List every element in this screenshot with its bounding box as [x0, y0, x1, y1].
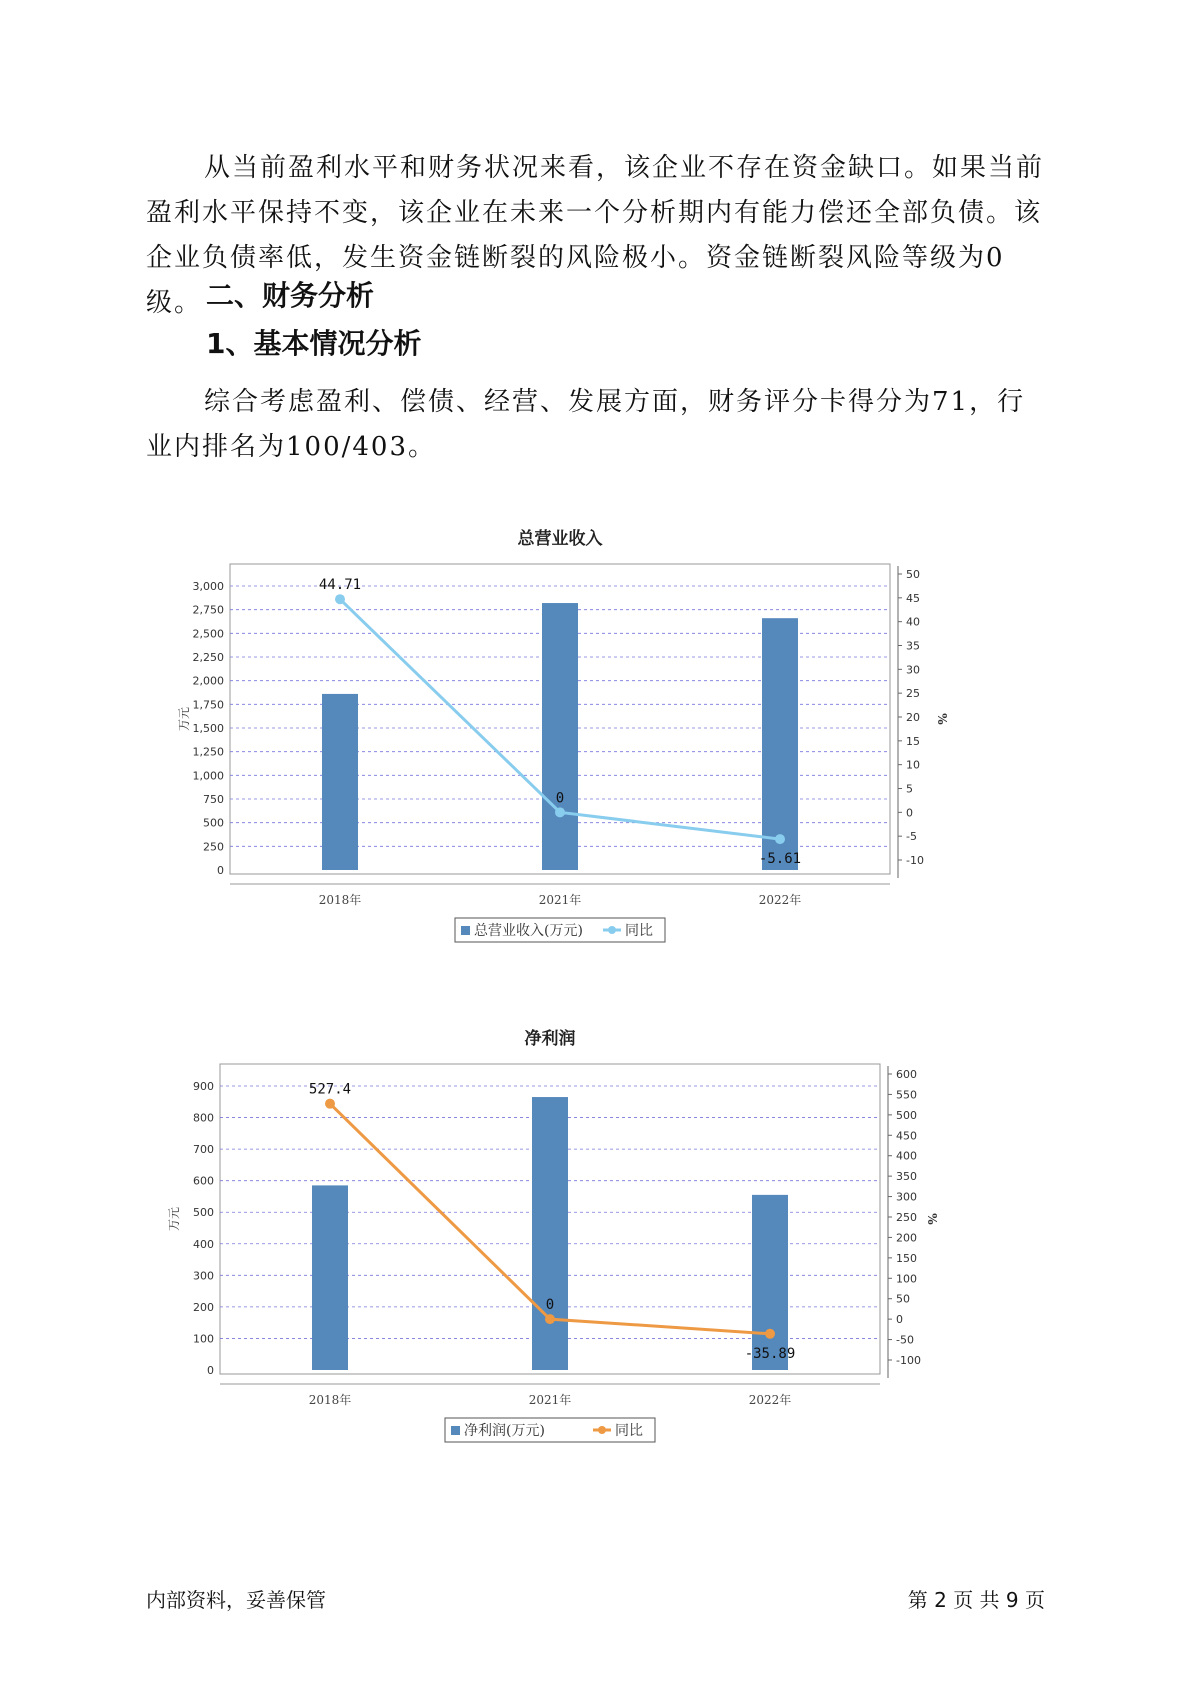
y2-tick-label: 10: [906, 758, 920, 772]
chart-net-profit-svg: [167, 1022, 1030, 1482]
y2-tick-label: -5: [906, 830, 917, 844]
y2-tick-label: 50: [896, 1292, 910, 1306]
paragraph-risk-summary: 从当前盈利水平和财务状况来看，该企业不存在资金缺口。如果当前盈利水平保持不变，该企业在未来一个分析期内有能力偿还全部负债。该企业负债率低，发生资金链断裂的风险极小。资金链断裂风险等级为0级。: [146, 153, 1045, 318]
y2-tick-label: 600: [896, 1068, 917, 1081]
y-tick-label: 800: [193, 1111, 214, 1125]
y-tick-label: 750: [203, 793, 224, 806]
x-tick-label: 2021年: [528, 1393, 572, 1407]
y2-tick-label: 150: [896, 1251, 917, 1265]
y2-tick-label: -100: [896, 1354, 921, 1367]
y2-tick-label: 35: [906, 639, 920, 653]
y-tick-label: 400: [193, 1237, 214, 1251]
bar: [542, 603, 578, 870]
x-tick-label: 2022年: [758, 893, 802, 907]
y-axis-label: 万元: [167, 1206, 181, 1232]
y2-tick-label: 250: [896, 1211, 917, 1224]
y-tick-label: 0: [207, 1364, 214, 1377]
y2-axis-label: %: [925, 1213, 939, 1225]
footer-page-number: 第 2 页 共 9 页: [907, 1588, 1045, 1612]
heading-basic-analysis: 1、基本情况分析: [206, 327, 422, 360]
y2-tick-label: 30: [906, 663, 920, 677]
legend-swatch-point: [598, 1426, 606, 1434]
y-tick-label: 200: [193, 1300, 214, 1314]
y-tick-label: 500: [203, 816, 224, 830]
y2-axis-label: %: [935, 713, 949, 725]
legend-label-line: 同比: [625, 923, 653, 939]
y-tick-label: 2,250: [192, 651, 224, 664]
y-tick-label: 500: [193, 1206, 214, 1220]
chart-net-profit: [167, 1022, 1030, 1482]
data-label: 0: [545, 1297, 555, 1314]
heading-financial-analysis: 二、财务分析: [206, 279, 375, 312]
bar: [322, 694, 358, 870]
y2-tick-label: -10: [906, 854, 924, 867]
y2-tick-label: 0: [906, 806, 913, 820]
y-tick-label: 1,250: [192, 745, 224, 759]
y2-tick-label: 350: [896, 1170, 917, 1184]
y-tick-label: 600: [193, 1174, 214, 1188]
y-tick-label: 1,000: [192, 769, 224, 783]
bar: [312, 1185, 348, 1370]
y-axis-label: 万元: [177, 706, 191, 732]
y2-tick-label: -50: [896, 1333, 914, 1347]
y2-tick-label: 300: [896, 1190, 917, 1204]
paragraph-score-summary: 综合考虑盈利、偿债、经营、发展方面，财务评分卡得分为71，行业内排名为100/403。: [146, 387, 1026, 462]
y-tick-label: 1,750: [192, 698, 224, 712]
data-label: -35.89: [744, 1345, 796, 1362]
y2-tick-label: 100: [896, 1272, 917, 1286]
y-tick-label: 0: [217, 864, 224, 877]
data-label: -5.61: [758, 851, 802, 868]
legend-label-bar: 总营业收入(万元): [474, 923, 583, 939]
y-tick-label: 900: [193, 1080, 214, 1093]
y-tick-label: 2,750: [192, 603, 224, 617]
bar: [762, 618, 798, 870]
y-tick-label: 2,000: [192, 674, 224, 688]
y2-tick-label: 25: [906, 687, 920, 701]
y2-tick-label: 5: [906, 782, 913, 796]
chart-title: 总营业收入: [517, 529, 603, 549]
y-tick-label: 250: [203, 840, 224, 854]
y-tick-label: 700: [193, 1143, 214, 1157]
chart-total-revenue-svg: [170, 522, 1030, 982]
x-tick-label: 2018年: [308, 1393, 352, 1407]
line-point: [325, 1099, 335, 1109]
line-point: [765, 1329, 775, 1339]
x-tick-label: 2018年: [318, 893, 362, 907]
line-point: [555, 807, 565, 817]
data-label: 527.4: [308, 1081, 352, 1098]
legend-swatch-point: [608, 926, 616, 934]
y2-tick-label: 0: [896, 1313, 903, 1327]
line-point: [775, 834, 785, 844]
y2-tick-label: 500: [896, 1108, 917, 1122]
y2-tick-label: 550: [896, 1088, 917, 1102]
x-tick-label: 2022年: [748, 1393, 792, 1407]
y2-tick-label: 50: [906, 568, 920, 581]
x-tick-label: 2021年: [538, 893, 582, 907]
y2-tick-label: 200: [896, 1231, 917, 1245]
chart-total-revenue: [170, 522, 1030, 982]
y2-tick-label: 450: [896, 1129, 917, 1143]
y-tick-label: 2,500: [192, 627, 224, 641]
bar: [532, 1097, 568, 1370]
bar: [752, 1195, 788, 1370]
data-label: 44.71: [318, 577, 362, 594]
line-point: [545, 1314, 555, 1324]
y2-tick-label: 20: [906, 711, 920, 724]
chart-title: 净利润: [524, 1029, 576, 1049]
data-label: 0: [555, 790, 565, 807]
legend-label-line: 同比: [615, 1423, 643, 1439]
y2-tick-label: 400: [896, 1149, 917, 1163]
y2-tick-label: 45: [906, 591, 920, 605]
footer-confidential: 内部资料，妥善保管: [146, 1588, 326, 1612]
y-tick-label: 3,000: [192, 580, 224, 593]
legend-label-bar: 净利润(万元): [464, 1423, 545, 1439]
y-tick-label: 1,500: [192, 722, 224, 735]
legend-swatch-bar: [461, 926, 470, 935]
y-tick-label: 100: [193, 1332, 214, 1346]
y2-tick-label: 40: [906, 615, 920, 629]
y-tick-label: 300: [193, 1269, 214, 1283]
line-point: [335, 594, 345, 604]
legend-swatch-bar: [451, 1426, 460, 1435]
y2-tick-label: 15: [906, 734, 920, 748]
